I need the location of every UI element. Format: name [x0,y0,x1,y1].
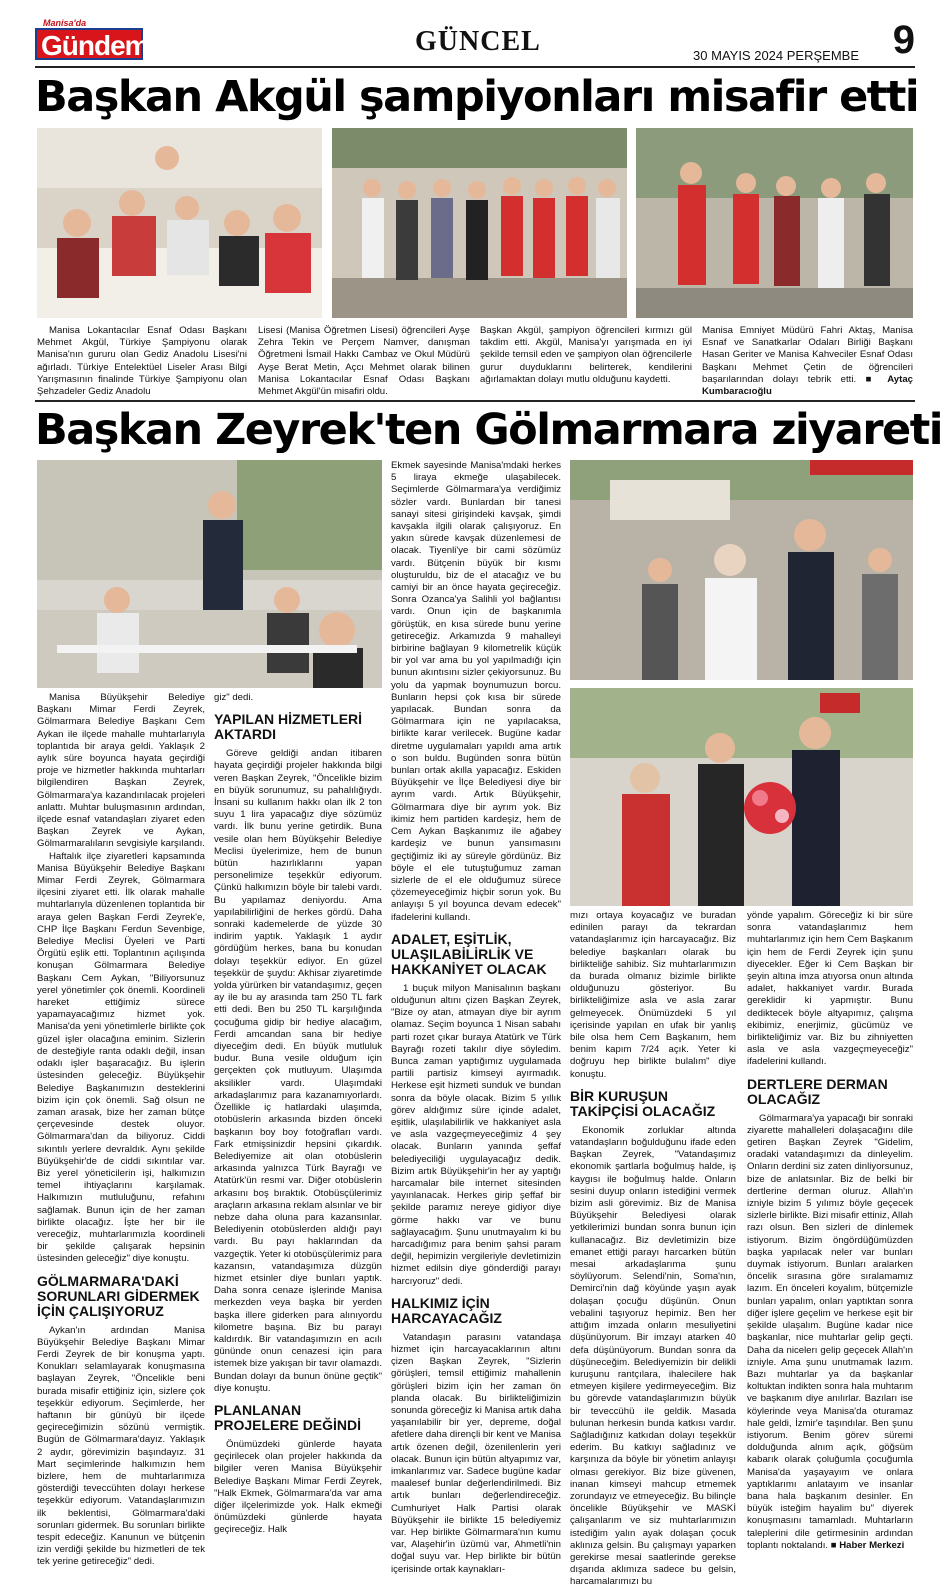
story1-photo-2 [332,128,627,318]
story2-headline: Başkan Zeyrek'ten Gölmarmara ziyareti [35,405,942,455]
paragraph: Ekmek sayesinde Manisa'mdaki herkes 5 liraya ekmeğe ulaşabilecek. Seçimlerde Gölmarmara'ya verdiğimiz sözler vardı. Bunlardan bir tanesi sanayi sitesi girişindeki kavşak, şimdi kavşakla ilgili olarak çalışıyoruz. En yakın sürede kavşak düzenlemesi de olacak. Tiyenli'ye bir cami sözümüz vardı. Bütçenin büyük bir kısmı oluşturuldu, biz de el atacağız ve bu camiyi bir an önce hayata geçireceğiz. Sonra Ozanca'ya Salihli yol bağlantısı vardı. Onun için de başkanımla görüştük, en kısa sürede bunu yerine getireceğiz. Arkamızda 9 mahalleyi birbirine bağlayan 9 kilometrelik küçük bir yol var ama bu yol yapılmadığı için bunun akıntısını sizler çekiyorsunuz. Bu yolu da yapmak boynumuzun borcu. Bunların hepsi çok kısa bir sürede yapılacak. Bundan sonra da Gölmarmara için ne yapılacaksa, birlikte karar verilecek. Bugüne kadar diretme uygulamaları yapıldı ama artık o son buldu. Bugünden sonra bütün bunları ortak akılla yapacağız. Eskiden Büyükşehir ve İlçe Belediyesi diye bir ayrım vardı. Artık Büyükşehir, Gölmarmara diye bir ayrım yok. Biz ikimiz hem partiden kardeşiz, hem de Cem Aykan Başkanımız ile ağabey kardeşiz ve bunun yansımasını geçtiğimiz iki ay süreyle gördünüz. Biz böyle el ele tutuştuğumuz zaman sizlerle de el ele olduğumuz sürece çözemeyeceğimiz hiçbir sorun yok. Bu anlayışı 5 yıl boyunca devam edecek" ifadelerini kullandı. [391,460,561,923]
logo-title: Gündem [35,28,143,60]
paragraph: 1 buçuk milyon Manisalının başkanı olduğunun altını çizen Başkan Zeyrek, "Bize oy atan, atmayan diye bir ayrım olamaz. Seçim boyunca 1 Nisan sabahı parti rozet çıkar buraya Atatürk ve Türk Bayrağı rozeti takılır diye söyledim. Bunca zaman yaptığımız uygulamada partili partisiz kimseyi ayırmadık. Herkese eşit hizmeti sunduk ve bundan sonra da böyle olacak. Bizim 5 yıllık görev aldığımız süre içinde adalet, eşitlik, ulaşılabilirlik ve hakkaniyet asla ve asla vazgeçmeyeceğimiz 4 şey olacak. Bunların yanında şeffaf belediyeciliği uygulayacağız dedik. Bizim artık Büyükşehir'in her ay yaptığı harcamalar bile internet sitesinden yayınlanacak. Herkes girip şeffaf bir şekilde paramız nereye gidiyor diye görme hakkı var ve bunu sağlayacağım. Şunu unutmayalım ki bu harcadığımız para benim şahsi param değil, hepimizin vergileriyle devletimizin hizmet edilsin diye gönderdiği parayı harcıyoruz" dedi. [391,982,561,1287]
story2-column-4 [570,910,736,1588]
subhead-yapilan: YAPILAN HİZMETLERİ AKTARDI [214,711,363,743]
photo-placeholder-icon [570,688,913,906]
paragraph: mızı ortaya koyacağız ve buradan edinilen parayı da tekrardan vatandaşlarımız için harcayacağız. Biz belediye başkanları olarak bu birlikteliğe sahibiz. Siz muhtarlarımızın da burada olmanız bizimle birlikte olduğunuzu gösteriyor. Bu birlikteliğimize asla ve asla zarar gelmeyecek. Önümüzdeki 5 yıl içerisinde yapılan en ufak bir yanlış bile olsa hem Cem Başkanım, hem benim kapım 7/24 açık. Yeter ki doğruyu hep birlikte bulalım" diye konuştu. [570,910,736,1080]
story1-credit: ■ Aytaç Kumbaracıoğlu [702,373,913,398]
paragraph: yönde yapalım. Göreceğiz ki bir süre sonra vatandaşlarımız hem muhtarlarımız için hem Cem Başkanım için hem de Ferdi Zeyrek için şunu diyecekler. Eğer ki Cem Başkan bir şeyin altına imza atıyorsa onun altında adalet, hakkaniyet vardır. Burada gereklidir ki yapmıştır. Bunu dediktecek böyle altyapımız, çalışma ekibimiz, enerjimiz, gücümüz ve birlikteliğimiz var. Biz bu zihniyetten asla ve asla vazgeçmeyeceğiz" ifadelerini kullandı. [747,910,913,1068]
paragraph: Göreve geldiği andan itibaren hayata geçirdiği projeler hakkında bilgi veren Başkan Zeyrek, "Öncelikle bizim en büyük sorunumuz, su pahalılığıydı. İnsani su kullanım hakkı olan ilk 2 ton suyu 1 lira yapacağız diye sözümüz vardı. İlk bunu yerine getirdik. Buna vesile olan hem Büyükşehir Belediye Meclisi üyelerimize, hem de bunun bütün hazırlıklarını yapan personelimize teşekkür ediyorum. Çünkü halkımızın böyle bir talebi vardı. Bu yapılamaz deniyordu. Ama yapılabilirliğini de herkes gördü. Daha sonraki kademelerde de yüzde 30 indirim yaptık. Yaklaşık 1 aydır gördüğüm herkes, bana bu konudan dolayı teşekkür ediyor. En güzel teşekkür de şuydu: Akhisar ziyaretimde yolda yürürken bir vatandaşımız, geçen ay ile bu ay arasında tam 250 TL fark etti dedi. Ben bu 250 TL karşılığında çocuğuma gidip bir hediye alacağım, Ferdi amcandan sana bir hediye diyeceğim dedi. En büyük mutluluk budur. Buna vesile olduğum için gerçekten çok mutluyum. Ulaşımda aksilikler vardı. Ulaşımdaki arkadaşlarımız para kazanamıyorlardı. Özellikle iç hatlardaki ulaşımda, otobüslerin arkasında bizden önceki başkanın boy boy fotoğrafları vardı. Fark etmişsinizdir hepsini çıkardık. Belediyemize ait olan otobüslerin arkasında yalnızca Türk Bayrağı ve Atatürk'ün resmi var. Diğer otobüslerin arkasını boş bıraktık. Otobüsçülerimiz araçların arkasına reklam alsınlar ve bir nebze daha oluna para kazansınlar. Belediyenin otobüslerden aldığı payı vardı. Bu payı haklarından da vazgeçtik. Yeter ki otobüsçülerimiz para kazansın, vatandaşımıza düzgün hizmet etsinler diye bunları yaptık. Daha sonra cenaze işlerinde Manisa merkezden veya başka bir yerden başka illere giderken para alınıyordu kilometre başına. Biz bu parayı kaldırdık. Bir vatandaşımızın en acılı gününde onun cenazesi için para istemek bize yakışan bir tavır olamazdı. Bundan dolayı da bunun önüne geçtik" diye konuştu. [214,748,382,1394]
paragraph: giz" dedi. [214,692,254,703]
story2-photo-meeting [37,460,382,688]
paragraph: Haftalık ilçe ziyaretleri kapsamında Manisa Büyükşehir Belediye Başkanı Mimar Ferdi Zeyrek, Gölmarmara ilçesini ziyaret etti. İlk olarak mahalle muhtarlarıyla düzenlenen toplantıda bir araya gelen Başkan Ferdi Zeyrek'e, CHP İlçe Başkanı Ferdun Sevenbige, Belediye Meclisi Üyeleri ve Parti Örgütü eşlik etti. Toplantının açılışında konuşan Gölmarmara Belediye Başkanı Cem Aykan, "Biliyorsunuz yerel yönetimler çok önemli. Koordineli hareket ettiğimiz sürece yapamayacağımız hizmet yok. Manisa'da yeni yönetimlerle birlikte çok güzel işler olacağına eminim. Sizlerin de desteğiyle ranta odaklı değil, insan odaklı işler başaracağız. Bu işlerin üstesinden geleceğiz. Büyükşehir Belediye Başkanımızın desteklerini bizim için çok önemli. Sağ olsun ne zaman arasak, bize her zaman bütçe çerçevesinde destek oluyor. Gölmarmara'dan da biliyoruz. Ciddi sıkıntılı yerlere devraldık. Aynı şekilde Büyükşehir'de de ciddi sıkıntılar var. Biz yerel yöneticilerin işi, halkımızın temel ihtiyaçlarını karşılamak. Halkımızın mutluluğunu, refahını sağlamak. Bunun için de her zaman birlikte olacağız. İşte her bir ile vereceğiz, muhtarlarımızla koordineli bir şekilde çalışarak hepsinin üstesinden geleceğiz" diye konuştu. [37,850,205,1265]
story2-column-3 [391,460,561,1575]
section-title: GÜNCEL [415,26,541,57]
story2-column-5 [747,910,913,1551]
story2-column-2 [214,692,382,1536]
subhead-planlanan: PLANLANAN PROJELERE DEĞİNDİ [214,1401,362,1433]
story1-caption-4 [702,325,913,398]
photo-placeholder-icon [570,460,913,680]
story1-caption-3: Başkan Akgül, şampiyon öğrencileri kırmızı gül takdim etti. Akgül, Manisa'yı yarışmada en iyi şekilde temsil eden ve şampiyon olan öğrencilerle gurur duyduklarını belirterek, kendilerini ağırlamaktan dolayı mutlu olduğunu kaydetti. [480,325,692,385]
paragraph: Önümüzdeki günlerde hayata geçirilecek olan projeler hakkında da bilgiler veren Manisa Büyükşehir Belediye Başkanı Mimar Ferdi Zeyrek, "Halk Ekmek, Gölmarmara'da var ama diğer ilçelerimizde yok. Halk ekmeği önümüzdeki günlerde hayata geçireceğiz. Halk [214,1438,382,1536]
paragraph-text: Gölmarmara'ya yapacağı bir sonraki ziyarette mahalleleri dolaşacağını dile getiren Başkan Zeyrek "Gidelim, oradaki vatandaşımızı da dinleyelim. Onların derdini siz zaten dinliyorsunuz, bize de anlatsınlar. Biz de belki bir dertlerine derman oluruz. Allah'ın izniyle bizim 5 yılımız böyle geçecek sizlerle birlikte. Bizi misafir ettiniz, Allah razı olsun. Ben sizleri de dinlemek istiyorum. Bizim öngördüğümüzden başka yapılacak neler var bunları duymak istiyorum. Bunları aralarken öncelik sırasına göre sıralamamız lazım. En önceleri koyalım, bütçemizle bunları yapalım, onları yaptıktan sonra diğer işlere geçelim ve herkese eşit bir şekilde ulaşalım. Bugüne kadar nice başkanlar, nice muhtarlar gelip geçti. Daha da nicelerı gelip geçecek Allah'ın izniyle. Ama şunu unutmamak lazım. Bazı muhtarlar ya da başkanlar koltuktan indikten sonra hala muhtarım ve başkanım diye anılırlar. Bazıları ise köylerinde veya Manisa'da oturamaz hale geldi, İzmir'e taşındılar. Ben şunu istiyorum. Benim görev süremi dolduğunda alnım açık, göğsüm kabarık olarak çoluğumla çocuğumla Manisa'da yaşayayım ve onlara yaptıklarımı anlatayım ve insanlar bana hala başkanım desinler. En büyük isteğim hayalim bu" diyerek konuşmasını tamamladı. Muhtarların taleplerini dile getirmesinin ardından toplantı noktalandı. [747,1112,913,1551]
masthead-rule [35,66,915,68]
story2-photo-flowers [570,688,913,906]
story1-caption-1: Manisa Lokantacılar Esnaf Odası Başkanı Mehmet Akgül, Türkiye Şampiyonu olarak Manisa'nın gururu olan Gediz Anadolu Lisesi'ni ağırladı. Türkiye Entelektüel Liseler Arası Bilgi Yarışmasının finalinde Türkiye Şampiyonu olan Şehzadeler Gediz Anadolu [37,325,247,398]
photo-placeholder-icon [37,460,382,688]
story1-headline: Başkan Akgül şampiyonları misafir etti [35,72,919,122]
subhead-halkimiz: HALKIMIZ İÇİN HARCAYACAĞIZ [391,1294,502,1326]
story1-photo-1 [37,128,322,318]
story2-column-1 [37,692,205,1568]
story1-caption-2: Lisesi (Manisa Öğretmen Lisesi) öğrencileri Ayşe Zehra Tekin ve Perçem Namver, danışman Öğretmeni İsmail Hakkı Cambaz ve Okul Müdürü Ayşe Berat Metin, Açcı Mehmet olarak bilinen Manisa Lokantacılar Esnaf Odası Başkanı Mehmet Akgül'ün misafiri oldu. [258,325,470,398]
subhead-derman: DERTLERE DERMAN OLACAĞIZ [747,1075,888,1107]
masthead [35,18,915,62]
story-divider [35,400,915,402]
paragraph: Manisa Büyükşehir Belediye Başkanı Mimar Ferdi Zeyrek, Gölmarmara Belediye Başkanı Cem Aykan ile ilçede mahalle muhtarlarıyla toplantıda bir araya geldi. Yaklaşık 2 aylık süre boyunca hayata geçirdiği proje ve hizmetler hakkında muhtarları bilgilendiren Başkan Zeyrek, Gölmarmara'ya kazandırılacak projeleri anlattı. Muhtar buluşmasının ardından, ilçede esnaf vatandaşları ziyaret eden Başkan Zeyrek ve Aykan, Gölmarmaralıların sevgisiyle karşılandı. [37,692,205,850]
logo-tagline: Manisa'da [43,18,87,28]
story2-credit: ■ Haber Merkezi [830,1539,905,1551]
subhead-adalet: ADALET, EŞİTLİK, ULAŞILABİLİRLİK VE HAKKANİYET OLACAK [391,930,547,977]
story2-photo-handshake [570,460,913,680]
subhead-sorunlar: GÖLMARMARA'DAKİ SORUNLARI GİDERMEK İÇİN ÇALIŞIYORUZ [37,1272,200,1319]
story1-photo-3 [636,128,913,318]
issue-date: 30 MAYIS 2024 PERŞEMBE [693,48,859,63]
newspaper-logo[interactable] [35,18,149,61]
photo-placeholder-icon [636,128,913,318]
page-number: 9 [892,18,915,62]
paragraph: Aykan'ın ardından Manisa Büyükşehir Belediye Başkanı Mimar Ferdi Zeyrek de bir konuşma yaptı. Konukları selamlayarak konuşmasına başlayan Zeyrek, "Öncelikle beni burada misafir ettiğiniz için, sizlere çok teşekkür ediyorum. Seçimlerde, her haftanın bir günüyü bir ilçede geçireceğimizin sözünü vermiştik. Bugün de Gölmarmara'dayız. Yaklaşık 2 aydır, görevimizin başındayız. 31 Mart seçimlerinde halkımızın hem bizlere, hem de muhtarlarımıza gösterdiği teveccühten dolayı herkese teşekkür ediyorum. Vatandaşlarımızın ilk beklentisi, Gölmarmara'daki sorunları gidermek. Bu sorunları birlikte tespit edeceğiz. Kanunun ve bütçenin izin verdiği şekilde bu hizmetleri de tek tek yerine getireceğiz" dedi. [37,1324,205,1568]
paragraph: Ekonomik zorluklar altında vatandaşların boğulduğunu ifade eden Başkan Zeyrek, "Vatandaşımız ekonomik şartlarla boğulmuş halde, iş kaygısı ile boğulmuş halde. Onların sesini duyup onların istediğini vermek bizim asli görevimiz. Biz de Manisa Büyükşehir Belediyesi olarak yetkilerimizi bundan sonra bunun için kullanacağız. Biz devletimizin bize emanet ettiği parayı harcarken bütün mesai arkadaşlarıma şunu söylüyorum. Selendi'nin, Soma'nın, Demirci'nin dağ köyünde yaşın ayak dolaşan çocuğu düşünün. Onun vebalini taşıyoruz hepimiz. Ben her attığım imzada onların mesuliyetini düşünüyorum. Bir imzayı atarken 40 defa düşünüyorum. Bundan sonra da düşüneceğim. Belediyemizin bir delikli kuruşunu rantçılara, ihalecilere hak etmeyen kişilere yedirmeyeceğim. Biz bu görevde vatandaşlarımızın büyük bir teveccühü ile geldik. Masada bulunan herkesin bunda katkısı vardır. Sağladığınız katkıdan dolayı teşekkür ederim. Bu katkıyı sağladınız ve karşınıza da böyle bir yönetim anlayışı olması gerekiyor. Biz bize güvenen, inanan kimseyi mahcup etmemek zorundayız ve etmeyeceğiz. Bu bilinçle öncelikle Büyükşehir ve MASKİ çalışanlarım ve siz muhtarlarımızın istediğim yalın ayak dolaşan çocuk aklınıza gelsin. Bu çalışmayı yaparken gerekirse mesai saatlerinde gerekse dışarıda aklımıza sadece bu gelsin, harcamalarımızı bu [570,1124,736,1588]
caption-4-text: Manisa Emniyet Müdürü Fahri Aktaş, Manisa Esnaf ve Sanatkarlar Odaları Birliği Başkanı Hasan Geriter ve Manisa Kahveciler Esnaf Odası Başkanı Mehmet Çetin de öğrencileri başarılarından dolayı tebrik etti. [702,325,913,385]
photo-placeholder-icon [332,128,627,318]
paragraph: Vatandaşın parasını vatandaşa hizmet için harcayacaklarının altını çizen Başkan Zeyrek, "Sizlerin görüşleri, temsil ettiğimiz mahallenin görüşleri bizim için her zaman ön planda olacak. Bu birlikteliğimizin sonunda göreceğiz ki Manisa artık daha yaşanılabilir bir yer, depreme, doğal afetlere daha dirençli bir kent ve Manisa artık özenen değil, özenilenlerin yeri olacak. Bunun için bütün altyapımız var, imkanlarımız var. Sadece bugüne kadar maalesef bunlar değerlendirilmedi. Biz artık bunları değerlendireceğiz. Cumhuriyet Halk Partisi olarak Büyükşehir ile birlikte 15 belediyemiz var. Hep birlikte Gölmarmara'nın kumu var, Alaşehir'in üzümü var, Ahmetli'nin doğal suyu var. Hep birlikte bir bütün içerisinde ortak kaynakları- [391,1331,561,1575]
subhead-kurus: BİR KURUŞUN TAKİPÇİSİ OLACAĞIZ [570,1087,716,1119]
photo-placeholder-icon [37,128,322,318]
paragraph [747,1113,913,1552]
